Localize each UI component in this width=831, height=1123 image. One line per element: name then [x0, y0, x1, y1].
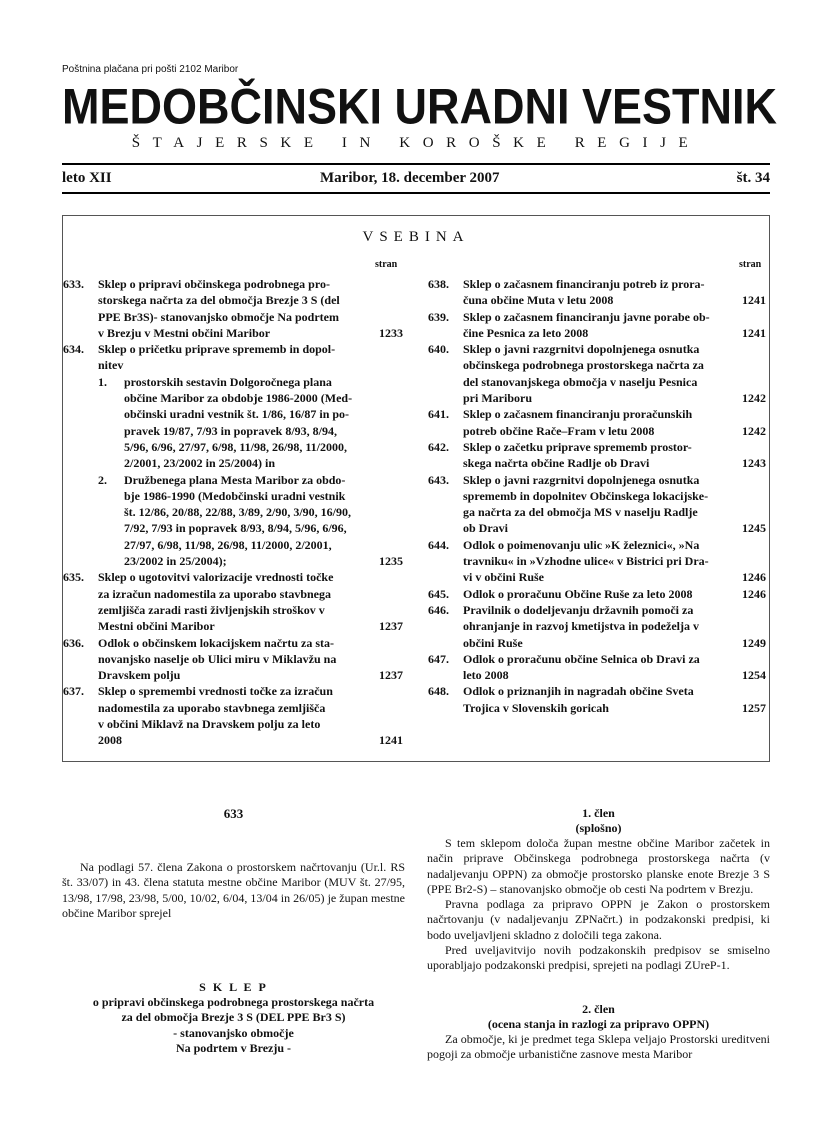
- toc-entry-line: zemljišča zaradi rasti življenjskih stroškov v: [98, 602, 325, 617]
- article-1-paragraph-1: S tem sklepom določa župan mestne občine Maribor začetek in način priprave Občinskega podrobnega prostorskega načrta (v nadaljevanju OPPN) za območje prostorsko planske enote Brezje 3 S (PPE Br2-S) – stanovanjsko območje ob cesti Na podrtem v Brezju.: [427, 836, 770, 896]
- toc-entry-line: Sklep o javni razgrnitvi dopolnjenega osnutka: [463, 472, 700, 487]
- toc-entry-line: 23/2002 in 25/2004);: [124, 554, 227, 569]
- toc-entry-page: 1242: [742, 391, 766, 406]
- toc-entry-line: Dravskem polju: [98, 668, 181, 683]
- sklep-subtitle: [62, 995, 405, 1056]
- toc-entry: [428, 341, 766, 406]
- toc-entry-title: [463, 602, 721, 651]
- toc-entry-line: Sklep o začetku priprave sprememb prostor-: [463, 439, 692, 454]
- toc-entry-line: 5/96, 6/96, 27/97, 6/98, 11/98, 26/98, 11/2000,: [124, 439, 348, 454]
- toc-entry-number: 642.: [428, 439, 449, 454]
- toc-sub-number: 1.: [98, 374, 107, 389]
- sklep-title-line: Na podrtem v Brezju -: [175, 1040, 292, 1055]
- toc-entry-title: [98, 569, 358, 634]
- toc-sub-entries: [63, 374, 403, 570]
- toc-entry-line: čuna občine Muta v letu 2008: [463, 293, 614, 308]
- toc-entry-title: [463, 309, 721, 342]
- toc-entry-title: [463, 586, 721, 602]
- toc-sub-entry: [98, 472, 358, 570]
- toc-entry-line: 2/2001, 23/2002 in 25/2004) in: [124, 456, 276, 471]
- toc-entry-number: 636.: [63, 635, 84, 650]
- toc-entry-line: v Brezju v Mestni občini Maribor: [98, 325, 271, 340]
- toc-entry-line: pri Mariboru: [463, 391, 532, 406]
- masthead-title: MEDOBČINSKI URADNI VESTNIK: [62, 77, 778, 135]
- toc-entry-line: Mestni občini Maribor: [98, 619, 215, 634]
- toc-entry: [63, 341, 403, 374]
- toc-entry-title: [463, 276, 721, 309]
- toc-page-label-left: stran: [375, 259, 398, 270]
- rule-bottom: [62, 192, 770, 194]
- toc-entry-title: [463, 651, 721, 684]
- toc-entry-line: št. 12/86, 20/88, 22/88, 3/89, 2/90, 3/90, 16/90,: [124, 505, 352, 520]
- toc-entry-title: [98, 341, 358, 374]
- toc-sub-title: [124, 472, 358, 570]
- issue-date: Maribor, 18. december 2007: [320, 170, 500, 186]
- article-1-paragraph-3: Pred uveljavitvijo novih podzakonskih predpisov se smiselno uporabljajo podzakonski predpisi, sprejeti na podlagi ZUreP-1.: [427, 943, 770, 973]
- toc-entry-number: 635.: [63, 570, 84, 585]
- article-1-title: 1. člen: [582, 806, 615, 820]
- toc-entry: [63, 276, 403, 341]
- toc-entry-line: skega načrta občine Radlje ob Dravi: [463, 456, 650, 471]
- toc-entry-line: bje 1986-1990 (Medobčinski uradni vestnik: [124, 488, 346, 503]
- sklep-title: S K L E P: [199, 980, 268, 994]
- article-1-body: [427, 836, 770, 974]
- toc-entry: [428, 472, 766, 537]
- toc-entry-page: 1249: [742, 635, 766, 650]
- toc-entry-line: PPE Br3S)- stanovanjsko območje Na podrtem: [98, 309, 339, 324]
- toc-entry-line: del stanovanjskega območja v naselju Pesnica: [463, 374, 698, 389]
- toc-entry: [63, 569, 403, 634]
- toc-entry: [428, 651, 766, 684]
- toc-title: VSEBINA: [362, 229, 470, 245]
- toc-entry-page: 1245: [742, 521, 766, 536]
- toc-entry-number: 644.: [428, 537, 449, 552]
- toc-entry: [428, 309, 766, 342]
- toc-entry-page: 1254: [742, 668, 766, 683]
- toc-entry-number: 647.: [428, 651, 449, 666]
- toc-entry: [428, 439, 766, 472]
- toc-entry-title: [98, 635, 358, 684]
- toc-entry-line: leto 2008: [463, 668, 509, 683]
- toc-entry-line: občine Maribor za obdobje 1986-2000 (Med-: [124, 391, 353, 406]
- toc-entry-number: 646.: [428, 602, 449, 617]
- toc-entry-number: 643.: [428, 472, 449, 487]
- toc-entry-line: 27/97, 6/98, 11/98, 26/98, 11/2000, 2/2001,: [124, 537, 332, 552]
- toc-entry-number: 633.: [63, 277, 84, 291]
- toc-entry-line: sprememb in dopolnitev Občinskega lokacijske-: [463, 488, 709, 503]
- toc-entry-title: [463, 439, 721, 472]
- toc-entry-line: nadomestila za uporabo stavbnega zemljišča: [98, 700, 326, 715]
- toc-entry-page: 1235: [379, 554, 403, 569]
- toc-entry-line: v občini Miklavž na Dravskem polju za leto: [98, 717, 321, 732]
- toc-entry: [63, 635, 403, 684]
- toc-entry-line: novanjsko naselje ob Ulici miru v Miklavžu na: [98, 651, 337, 666]
- toc-entry-number: 634.: [63, 342, 84, 357]
- toc-entry-line: Odlok o proračunu občine Selnica ob Dravi za: [463, 651, 700, 666]
- issue-year: leto XII: [62, 170, 112, 186]
- toc-entry-number: 639.: [428, 309, 449, 324]
- toc-entry-line: ohranjanje in razvoj kmetijstva in podeželja v: [463, 619, 699, 634]
- toc-entry-page: 1246: [742, 586, 766, 601]
- intro-text: Na podlagi 57. člena Zakona o prostorskem načrtovanju (Ur.l. RS št. 33/07) in 43. člena statuta mestne občine Maribor (MUV št. 27/95, 13/98, 17/98, 23/98, 5/00, 10/02, 6/04, 13/04 in 26/05) je župan mestne občine Maribor sprejel: [62, 860, 405, 920]
- toc-sub-number: 2.: [98, 472, 107, 487]
- sklep-title-line: o pripravi občinskega podrobnega prostorskega načrta: [92, 995, 375, 1009]
- toc-entry-title: [98, 683, 358, 748]
- toc-entry-line: ob Dravi: [463, 521, 508, 536]
- toc-entry-line: Odlok o priznanjih in nagradah občine Sveta: [463, 684, 694, 699]
- toc-entry-line: občinskega podrobnega prostorskega načrta za: [463, 358, 704, 373]
- toc-entry: [428, 602, 766, 651]
- intro-paragraph: [62, 860, 405, 921]
- toc-entry-line: travniku« in »Vzhodne ulice« v Bistrici pri Dra-: [463, 554, 709, 569]
- toc-entry-line: vi v občini Ruše: [463, 570, 545, 585]
- toc-entry-line: storskega načrta za del območja Brezje 3 S (del: [98, 293, 340, 308]
- toc-entry: [428, 406, 766, 439]
- article-1-paragraph-2: Pravna podlaga za pripravo OPPN je Zakon o prostorskem načrtovanju (v nadaljevanju ZPNačrt.) in podzakonski predpisi, ki bodo uveljavljeni skladno z določili tega zakona.: [427, 897, 770, 942]
- toc-entry-line: 7/92, 7/93 in popravek 8/93, 8/94, 5/96, 6/96,: [124, 521, 347, 536]
- toc-entry-page: 1233: [379, 325, 403, 340]
- toc-entry-line: 2008: [98, 733, 122, 748]
- toc-entry-page: 1237: [379, 619, 403, 634]
- article-2-subtitle: (ocena stanja in razlogi za pripravo OPPN): [487, 1017, 710, 1031]
- toc-entry-line: Sklep o ugotovitvi valorizacije vrednosti točke: [98, 570, 334, 585]
- toc-entry-page: 1246: [742, 570, 766, 585]
- toc-entry-page: 1241: [742, 293, 766, 308]
- toc-entry: [428, 276, 766, 309]
- toc-entry-line: Sklep o spremembi vrednosti točke za izračun: [98, 684, 333, 699]
- toc-entry: [63, 683, 403, 748]
- toc-entry-line: Odlok o občinskem lokacijskem načrtu za sta-: [98, 635, 335, 650]
- toc-entry-title: [463, 341, 721, 406]
- toc-entry-line: Sklep o pripravi občinskega podrobnega pro-: [98, 277, 330, 291]
- article-2-body: [427, 1032, 770, 1063]
- toc-entry-line: Sklep o začasnem financiranju proračunskih: [463, 407, 693, 422]
- toc-entry-page: 1241: [742, 325, 766, 340]
- toc-entry-line: Družbenega plana Mesta Maribor za obdo-: [124, 472, 346, 487]
- toc-entry: [428, 537, 766, 586]
- postage-note: Poštnina plačana pri pošti 2102 Maribor: [62, 64, 239, 75]
- toc-entry-line: Sklep o pričetku priprave sprememb in dopol-: [98, 342, 336, 357]
- toc-entry-title: [98, 276, 358, 341]
- toc-entry-number: 648.: [428, 684, 449, 699]
- toc-entry-title: [463, 406, 721, 439]
- sklep-title-line: - stanovanjsko območje: [173, 1025, 294, 1040]
- toc-box: [62, 215, 770, 762]
- toc-entry-page: 1243: [742, 456, 766, 471]
- toc-entry-line: občini Ruše: [463, 635, 523, 650]
- toc-entry-title: [463, 537, 721, 586]
- issue-number: št. 34: [736, 170, 770, 186]
- toc-entry-number: 645.: [428, 586, 449, 601]
- article-1-subtitle: (splošno): [575, 821, 622, 835]
- toc-entry-line: za izračun nadomestila za uporabo stavbnega: [98, 586, 332, 601]
- sklep-title-line: za del območja Brezje 3 S (DEL PPE Br3 S): [121, 1010, 346, 1025]
- toc-right-column: [428, 276, 766, 716]
- toc-entry-line: ga načrta za del območja MS v naselju Radlje: [463, 505, 698, 520]
- toc-entry-line: prostorskih sestavin Dolgoročnega plana: [124, 374, 332, 389]
- article-2-title: 2. člen: [582, 1002, 615, 1016]
- toc-entry-line: Odlok o poimenovanju ulic »K železnici«, »Na: [463, 537, 700, 552]
- toc-entry-line: Pravilnik o dodeljevanju državnih pomoči za: [463, 602, 694, 617]
- toc-entry-number: 641.: [428, 407, 449, 422]
- toc-entry-page: 1257: [742, 700, 766, 715]
- masthead-subtitle: ŠTAJERSKE IN KOROŠKE REGIJE: [131, 135, 701, 151]
- toc-entry-line: pravek 19/87, 7/93 in popravek 8/93, 8/94,: [124, 423, 338, 438]
- toc-entry-title: [463, 683, 721, 716]
- toc-entry-line: Odlok o proračunu Občine Ruše za leto 2008: [463, 586, 693, 601]
- toc-entry-title: [463, 472, 721, 537]
- toc-sub-title: [124, 374, 358, 472]
- toc-entry-number: 640.: [428, 342, 449, 357]
- toc-entry-line: nitev: [98, 358, 124, 373]
- toc-entry-number: 638.: [428, 277, 449, 291]
- article-2-paragraph-1: Za območje, ki je predmet tega Sklepa veljajo Prostorski ureditveni pogoji za območje urbanistične zasnove mesta Maribor: [427, 1032, 770, 1062]
- decision-number: 633: [223, 806, 244, 821]
- toc-entry-page: 1241: [379, 733, 403, 748]
- toc-page-label-right: stran: [739, 259, 762, 270]
- toc-entry-line: občinski uradni vestnik št. 1/86, 16/87 in po-: [124, 407, 350, 422]
- toc-entry: [428, 586, 766, 602]
- toc-entry-page: 1237: [379, 668, 403, 683]
- toc-entry-line: Sklep o začasnem financiranju potreb iz prora-: [463, 277, 705, 291]
- toc-sub-entry: [98, 374, 358, 472]
- toc-entry-line: Sklep o javni razgrnitvi dopolnjenega osnutka: [463, 342, 700, 357]
- toc-left-column: [63, 276, 403, 749]
- toc-entry-line: Trojica v Slovenskih goricah: [463, 700, 609, 715]
- toc-entry-number: 637.: [63, 684, 84, 699]
- toc-entry-line: potreb občine Rače–Fram v letu 2008: [463, 423, 655, 438]
- toc-entry-page: 1242: [742, 423, 766, 438]
- toc-entry-line: čine Pesnica za leto 2008: [463, 325, 589, 340]
- toc-entry: [428, 683, 766, 716]
- rule-top: [62, 163, 770, 165]
- toc-entry-line: Sklep o začasnem financiranju javne porabe ob-: [463, 309, 710, 324]
